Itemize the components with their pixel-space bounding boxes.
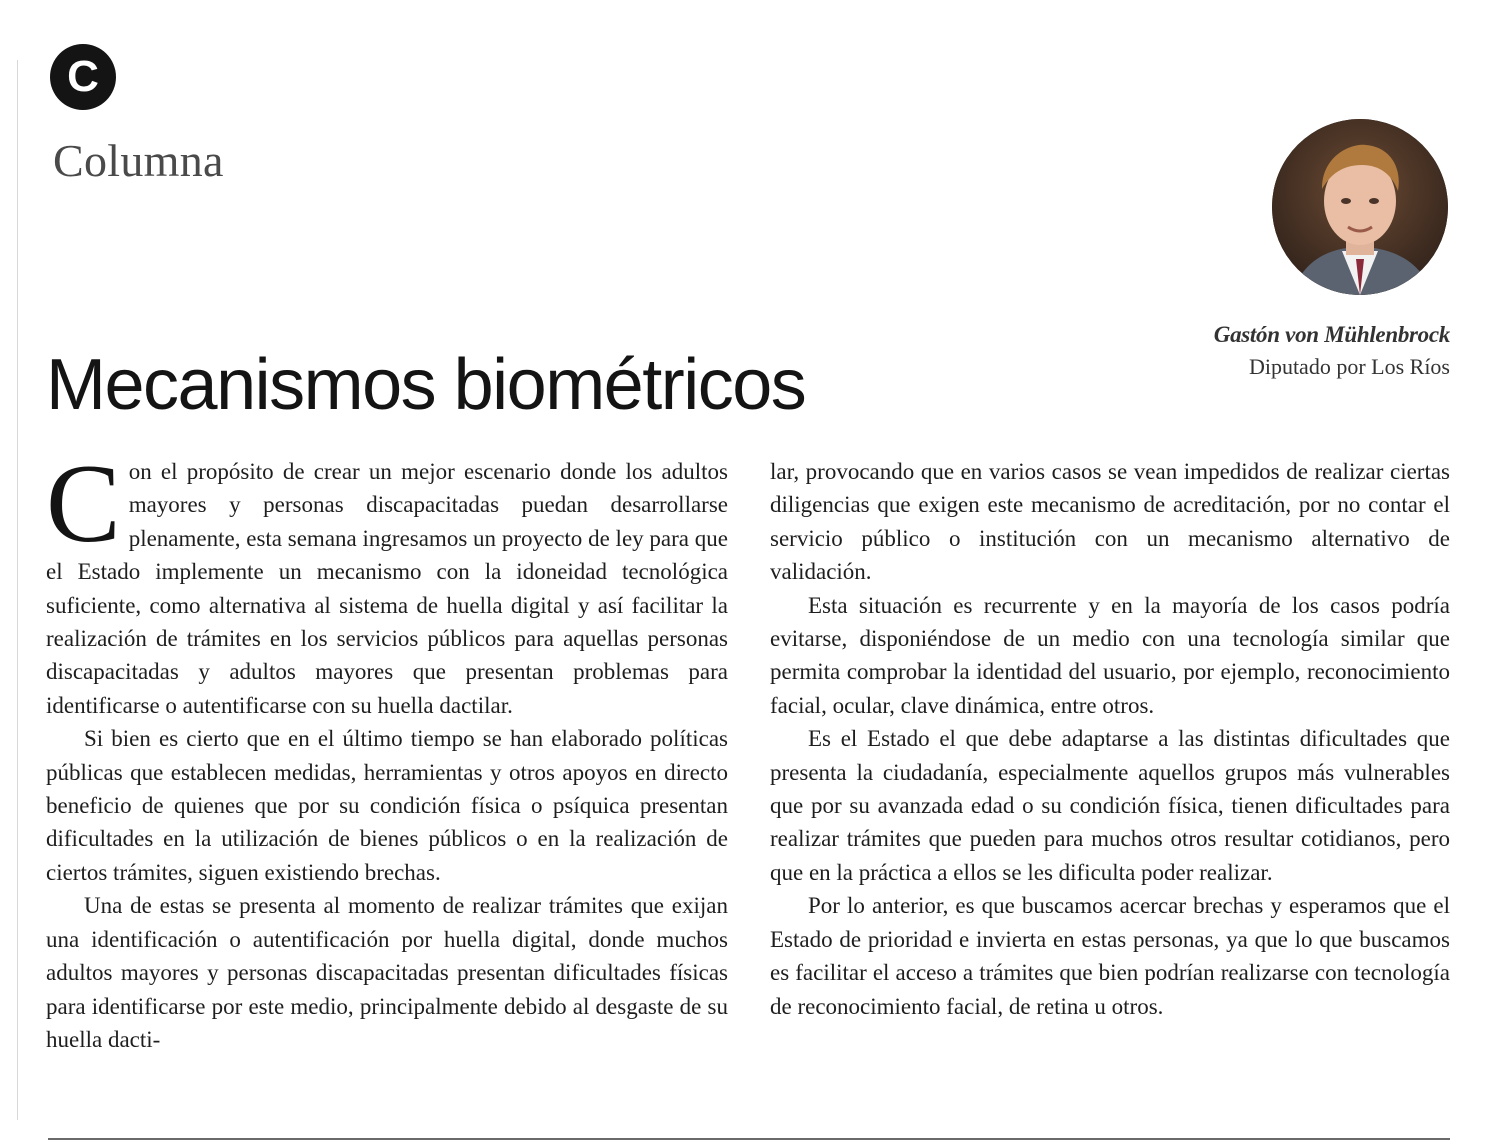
article-column-left bbox=[46, 442, 728, 1056]
article-paragraph: Por lo anterior, es que buscamos acercar brechas y esperamos que el Estado de prioridad e invierta en estas personas, ya que lo que buscamos es facilitar el acceso a trámites que bien podrían realizarse con tecnología de reconocimiento facial, de retina u otros. bbox=[770, 893, 1450, 1019]
section-badge bbox=[50, 44, 116, 110]
article-paragraph: lar, provocando que en varios casos se vean impedidos de realizar ciertas diligencias que exigen este mecanismo de acreditación, por no contar el servicio público o institución con un mecanismo alternativo de validación. bbox=[770, 459, 1450, 585]
article-headline: Mecanismos biométricos bbox=[46, 345, 806, 425]
article-paragraph: Si bien es cierto que en el último tiempo se han elaborado políticas públicas que establecen medidas, herramientas y otros apoyos en directo beneficio de quienes que por su condición física o psíquica presentan dificultades en la utilización de bienes públicos o en la realización de ciertos trámites, siguen existiendo brechas. bbox=[46, 726, 728, 885]
article-paragraph: Esta situación es recurrente y en la mayoría de los casos podría evitarse, disponiéndose de un medio con una tecnología similar que permita comprobar la identidad del usuario, por ejemplo, reconocimiento facial, ocular, clave dinámica, entre otros. bbox=[770, 592, 1450, 718]
section-badge-letter: C bbox=[67, 52, 99, 101]
section-label: Columna bbox=[53, 135, 224, 186]
byline bbox=[1214, 322, 1450, 380]
author-name: Gastón von Mühlenbrock bbox=[1213, 322, 1450, 347]
author-portrait-image bbox=[1272, 119, 1448, 295]
bottom-rule bbox=[48, 1138, 1450, 1140]
article-paragraph bbox=[46, 442, 728, 722]
paragraph-text: on el propósito de crear un mejor escenario donde los adultos mayores y personas discapacitadas puedan desarrollarse plenamente, esta semana ingresamos un proyecto de ley para que el Estado implemente un mecanismo con la idoneidad tecnológica suficiente, como alternativa al sistema de huella digital y así facilitar la realización de trámites en los servicios públicos para aquellas personas discapacitadas y adultos mayores que presentan problemas para identificarse o autentificarse con su huella dactilar. bbox=[46, 459, 728, 718]
drop-cap: C bbox=[46, 442, 121, 566]
left-margin-rule bbox=[17, 60, 18, 1120]
author-portrait bbox=[1272, 119, 1448, 295]
article-paragraph: Una de estas se presenta al momento de realizar trámites que exijan una identificación o autentificación por huella digital, donde muchos adultos mayores y personas discapacitadas presentan dificultades físicas para identificarse por este medio, principalmente debido al desgaste de su huella dacti- bbox=[46, 893, 728, 1052]
author-role: Diputado por Los Ríos bbox=[1248, 354, 1450, 379]
article-column-right bbox=[770, 455, 1450, 1023]
article-paragraph: Es el Estado el que debe adaptarse a las distintas dificultades que presenta la ciudadanía, especialmente aquellos grupos más vulnerables que por su avanzada edad o su condición física, tienen dificultades para realizar trámites que pueden para muchos otros resultar cotidianos, pero que en la práctica a ellos se les dificulta poder realizar. bbox=[770, 726, 1450, 885]
